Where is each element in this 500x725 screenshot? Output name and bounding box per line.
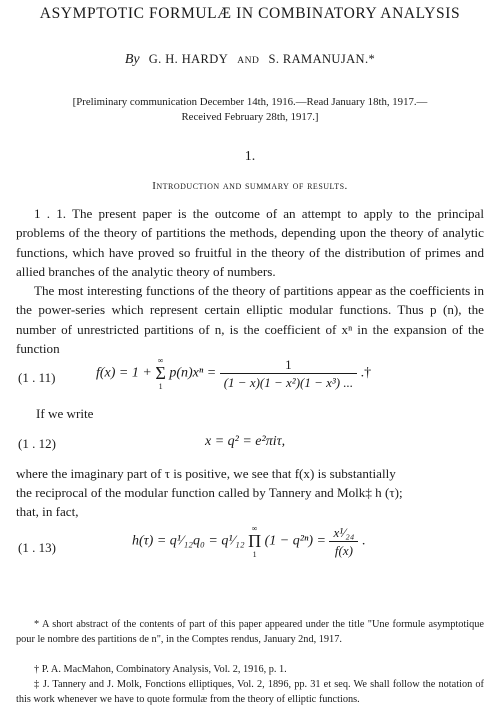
- section-title: Introduction and summary of results.: [152, 180, 348, 192]
- eq1-numerator: 1: [285, 356, 292, 372]
- communication-line-1: [Preliminary communication December 14th, 1916.—Read January 18th, 1917.—: [72, 96, 428, 108]
- eq1-fraction: [220, 357, 357, 391]
- paragraph-3-line-1: where the imaginary part of τ is positive, we see that f(x) is substantially: [16, 466, 396, 481]
- author-line: [0, 52, 500, 68]
- paragraph-1-1: 1 . 1. The present paper is the outcome of an attempt to apply to the principal problems of the theory of partitions the methods, depending upon the theory of analytic functions, which have proved so fruitful in the theory of the distribution of primes and allied branches of the analytic theory of numbers.: [16, 206, 484, 280]
- pi-glyph: Π: [248, 531, 262, 551]
- eq1-lhs: f(x) = 1 +: [96, 365, 152, 381]
- and-label: AND: [237, 56, 260, 66]
- communication-dates: [0, 95, 500, 125]
- equation-1-13: [132, 524, 365, 559]
- by-label: By: [124, 52, 140, 67]
- eq3-denominator: f(x): [329, 541, 358, 559]
- author-ramanujan: S. RAMANUJAN.*: [268, 52, 376, 66]
- footnote-dagger: † P. A. MacMahon, Combinatory Analysis, Vol. 2, 1916, p. 1.: [34, 664, 287, 675]
- eq3-numerator: x¹⁄₂₄: [333, 524, 355, 540]
- eq3-fraction: [329, 525, 358, 559]
- summation-symbol: [155, 356, 165, 391]
- equation-1-12: x = q² = e²πiτ,: [205, 434, 286, 449]
- eq1-footnote-mark: .†: [360, 365, 372, 381]
- footnote-double-dagger: ‡ J. Tannery and J. Molk, Fonctions elliptiques, Vol. 2, 1896, pp. 31 et seq. We shall follow the notation of this work whenever we have to quote formulæ from the theory of elliptic functions.: [16, 679, 484, 705]
- paragraph-3-line-2: the reciprocal of the modular function called by Tannery and Molk‡ h (τ);: [16, 485, 403, 500]
- equation-number-1-12: (1 . 12): [18, 436, 56, 451]
- communication-line-2: Received February 28th, 1917.]: [181, 111, 319, 123]
- paragraph-partitions: The most interesting functions of the theory of partitions appear as the coefficients in the power-series which represent certain elliptic modular functions. Thus p (n), the number of unrestricted partitions of n, is the coefficient of xⁿ in the expansion of the function: [16, 283, 484, 357]
- product-symbol: [248, 524, 261, 559]
- equation-1-11: [96, 356, 371, 391]
- eq3-term: (1 − q²ⁿ) =: [264, 533, 326, 549]
- section-number: 1.: [244, 149, 256, 164]
- eq3-prod-upper: ∞: [251, 524, 258, 533]
- eq3-prod-lower: 1: [252, 550, 257, 559]
- equation-number-1-13: (1 . 13): [18, 540, 56, 555]
- eq1-denominator: (1 − x)(1 − x²)(1 − x³) ...: [220, 373, 357, 391]
- if-we-write: If we write: [36, 406, 94, 421]
- eq3-period: .: [361, 533, 366, 549]
- equation-number-1-11: (1 . 11): [18, 370, 56, 385]
- article-title: ASYMPTOTIC FORMULÆ IN COMBINATORY ANALYSIS: [39, 5, 461, 22]
- eq1-sum-lower: 1: [158, 382, 163, 391]
- eq1-term: p(n)xⁿ =: [169, 365, 217, 381]
- footnote-star: * A short abstract of the contents of part of this paper appeared under the title "Une formule asymptotique pour le nombre des partitions de n", in the Comptes rendus, January 2nd, 1917.: [16, 619, 484, 645]
- sigma-glyph: Σ: [155, 363, 166, 383]
- author-hardy: G. H. HARDY: [148, 52, 229, 66]
- eq1-sum-upper: ∞: [157, 356, 164, 365]
- paragraph-3-line-3: that, in fact,: [16, 504, 79, 519]
- eq3-lhs: h(τ) = q¹⁄₁₂q₀ = q¹⁄₁₂: [132, 533, 245, 549]
